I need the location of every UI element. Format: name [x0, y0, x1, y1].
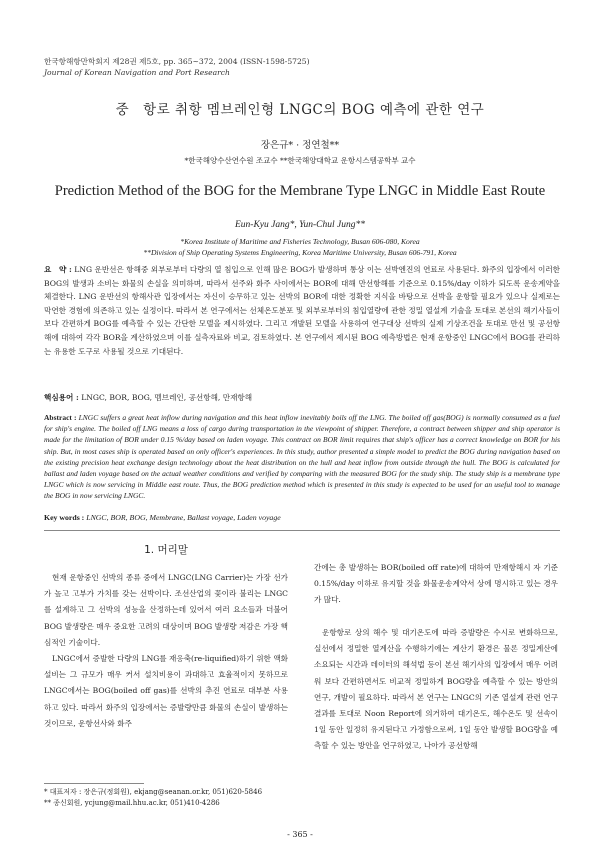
footnote-1: * 대표저자 : 장은규(정회원), ekjang@seanan.or.kr, 051)620-5846 [44, 788, 263, 796]
affiliation-2: **Division of Ship Operating Systems Engineering, Korea Maritime University, Busan 606-791, Korea [143, 248, 457, 257]
keywords-english [44, 513, 281, 522]
abstract-korean-label: 요 약 : [44, 265, 72, 274]
abstract-korean-text: LNG 운반선은 항해중 외부로부터 다량의 열 침입으로 인해 많은 BOG가 발생하며 통상 이는 선박엔진의 연료로 사용된다. 화주의 입장에서 이러한 BOG의 발생과 소비는 화물의 손실을 의미하며, 따라서 선주와 화주 사이에서는 BOR에 대해 만선항해를 기준으로 0.15%/day 이하가 되도록 운송계약을 체결한다. LNG 운반선의 항해사관 입장에서는 자신이 승무하고 있는 선박의 BOR에 대한 정확한 지식을 바탕으로 선박을 운항할 필요가 있으나 실제로는 막연한 경험에 의존하고 있는 실정이다. 따라서 본 연구에서는 선체온도분포 및 외부로부터의 침입열량에 관한 정밀 열설계 기술을 토대로 본선의 해기사들이 보다 간편하게 BOG를 예측할 수 있는 간단한 모델을 제시하였다. 그리고 개발된 모델을 사용하여 연구대상 선박의 실제 기상조건을 토대로 만선 및 공선항해에 대하여 각각 BOR을 계산하였으며 이를 실측자료와 비교, 검토하였다. 본 연구에서 제시된 BOG 예측방법은 현재 운항중인 LNGC에서 BOG를 관리하는 유용한 도구로 사용될 것으로 기대된다. [44, 265, 560, 356]
abstract-korean [44, 263, 560, 358]
body-paragraph: LNGC에서 증발한 다량의 LNG를 재응축(re-liquified)하기 위한 액화설비는 그 규모가 매우 커서 설치비용이 과대하고 효율적이지 못하므로 LNGC에서는 BOG(boiled off gas)를 선박의 추진 연료로 대부분 사용하고 있다. 따라서 화주의 입장에서는 증발량만큼 화물의 손실이 발생하는 것이므로, 운항선사와 화주 [44, 654, 288, 728]
keywords-english-text: LNGC, BOR, BOG, Membrane, Ballast voyage, Laden voyage [86, 513, 281, 522]
keywords-korean-text: LNGC, BOR, BOG, 멤브레인, 공선항해, 만재항해 [81, 393, 253, 402]
page-number: - 365 - [287, 830, 313, 839]
authors-korean: 장은규* · 정연철** [260, 140, 340, 151]
affiliations-english [0, 236, 600, 258]
abstract-english-text: LNGC suffers a great heat inflow during navigation and this heat inflow inevitably boils off the LNG. The boiled off gas(BOG) is normally consumed as a fuel for ship's engine. The boiled off LNG means a loss of cargo during transportation in the viewpoint of shipper. Therefore, a contract between shipper and ship operator is made for the limitation of BOR under 0.15 %/day based on laden voyage. This contract on BOR limit requires that ship's officer has a correct knowledge on BOR for his ship. But, in most cases ship is operated based on only officer's experiences. In this study, author presented a simple model to predict the BOG during navigation based on the existing precision heat exchange design technology about the heat distribution on the hull and heat inflow from outside through the hull. The BOG is calculated for ballast and laden voyage based on the actual weather conditions and verified by comparing with the measured BOG for the study ship. The study ship is a membrane type LNGC which is now servicing in Middle east route. Thus, the BOG prediction method which is presented in this study is expected to be used for an useful tool to manage the BOG in now servicing LNGC. [44, 413, 560, 501]
section-heading: 1. 머리말 [144, 544, 188, 556]
affiliation-1: *Korea Institute of Maritime and Fisheries Technology, Busan 606-080, Korea [180, 237, 420, 246]
section-divider [44, 530, 560, 531]
body-paragraph: 운항항로 상의 해수 및 대기온도에 따라 증발량은 수시로 변화하므로, 실선에서 정밀한 열계산을 수행하기에는 계산기 환경은 물론 정밀계산에 소요되는 시간과 데이터의 해석법 등이 본선 해기사의 입장에서 매우 어려워 보다 간편하면서도 비교적 정밀하게 BOG량을 예측할 수 있는 방안의 연구, 개발이 필요하다. 따라서 본 연구는 LNGC의 기존 열설계 관련 연구결과를 토대로 Noon Report에 의거하여 대기온도, 해수온도 및 선속이 1일 동안 일정히 유지된다고 가정함으로써, 1일 동안 발생할 BOG량을 예측할 수 있는 방안을 연구하였고, 나아가 공선항해 [314, 628, 558, 751]
authors-english: Eun-Kyu Jang*, Yun-Chul Jung** [234, 220, 365, 230]
body-paragraph: 현재 운항중인 선박의 종류 중에서 LNGC(LNG Carrier)는 가장 선가가 높고 고부가 가치를 갖는 선박이다. 조선산업의 꽃이라 불리는 LNGC를 설계하고 그 선박의 성능을 산정하는데 있어서 여러 요소들과 더불어 BOG 발생량은 매우 중요한 고려의 대상이며 BOG 발생량 저감은 가장 핵심적인 기술이다. [44, 573, 288, 647]
keywords-english-label: Key words : [44, 513, 85, 522]
abstract-english-label: Abstract : [44, 413, 77, 422]
footnote-divider [44, 783, 144, 784]
footnote-2: ** 종신회원, ycjung@mail.hhu.ac.kr, 051)410-4286 [44, 799, 220, 807]
abstract-english [44, 412, 560, 502]
keywords-korean-label: 핵심용어 : [44, 393, 79, 402]
footnotes [44, 787, 262, 809]
keywords-korean [44, 392, 252, 403]
title-english: Prediction Method of the BOG for the Membrane Type LNGC in Middle East Route [54, 183, 546, 199]
body-paragraph: 간에는 총 발생하는 BOR(boiled off rate)에 대하여 만재항해시 자 기준 0.15%/day 이하로 유지할 것을 화물운송계약서 상에 명시하고 있는 경우가 많다. [314, 563, 558, 605]
title-korean: 중 항로 취항 멤브레인형 LNGC의 BOG 예측에 관한 연구 [115, 102, 485, 118]
journal-header [44, 56, 310, 78]
affiliations-korean: *한국해양수산연수원 조교수 **한국해양대학교 운항시스템공학부 교수 [184, 156, 416, 165]
journal-name: Journal of Korean Navigation and Port Research [44, 68, 230, 77]
journal-citation: 한국항해항만학회지 제28권 제5호, pp. 365~372, 2004 (ISSN-1598-5725) [44, 57, 310, 66]
